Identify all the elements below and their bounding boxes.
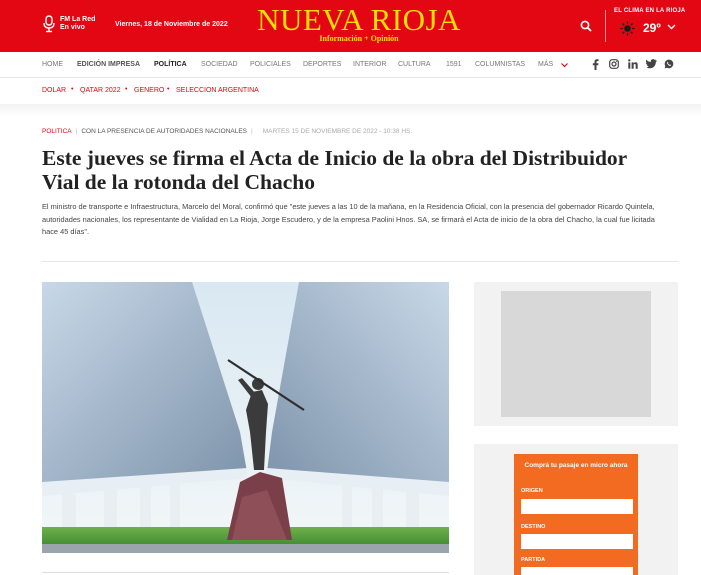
weather-temperature: 29º <box>643 21 661 35</box>
top-bar <box>0 0 701 52</box>
article-category[interactable]: POLITICA <box>42 128 72 135</box>
weather-label: EL CLIMA EN LA RIOJA <box>614 8 686 14</box>
logo-word-rioja: RIOJA <box>370 2 461 37</box>
departure-label: PARTIDA <box>521 557 546 563</box>
tag-link[interactable]: SELECCION ARGENTINA <box>176 87 259 94</box>
origin-label: ORIGEN <box>521 488 543 494</box>
ticket-title: Comprá tu pasaje en micro ahora <box>524 462 628 469</box>
search-button[interactable] <box>580 19 592 37</box>
ad-placeholder[interactable] <box>501 291 651 417</box>
weather-divider <box>605 10 606 42</box>
radio-label <box>60 16 95 32</box>
meta-separator: | <box>251 128 253 135</box>
facebook-icon[interactable] <box>592 59 599 70</box>
nav-item-mas[interactable]: MÁS <box>538 61 554 68</box>
linkedin-icon[interactable] <box>628 59 638 69</box>
nav-item-1591[interactable]: 1591 <box>446 61 462 68</box>
article-summary: El ministro de transporte e Infraestructura, Marcelo del Moral, confirmó que "este jueves a las 10 de la mañana, en la Residencia Oficial, con la presencia del gobernador Ricardo Quintela, autoridades nacionales, los representante de Vialidad en La Rioja, Jorge Escudero, y de la empresa Paolini Hnos. SA, se firmará el Acta de inicio de la obra del Chacho, la cual fue licitada hace 45 días". <box>42 202 655 236</box>
article-subcategory: CON LA PRESENCIA DE AUTORIDADES NACIONALES <box>81 128 248 135</box>
nav-item-home[interactable]: HOME <box>42 61 63 68</box>
nav-item-deportes[interactable]: DEPORTES <box>303 61 342 68</box>
nav-item-interior[interactable]: INTERIOR <box>353 61 387 68</box>
tag-separator: • <box>125 86 128 93</box>
nav-item-columnistas[interactable]: COLUMNISTAS <box>475 61 526 68</box>
nav-item-policiales[interactable]: POLICIALES <box>250 61 291 68</box>
tag-link[interactable]: QATAR 2022 <box>80 87 121 94</box>
ad-slot <box>474 282 678 426</box>
search-icon <box>580 20 592 32</box>
main-nav <box>0 52 701 78</box>
tag-separator: • <box>167 86 170 93</box>
tag-link[interactable]: GENERO <box>134 87 165 94</box>
radio-status: En vivo <box>60 24 85 31</box>
section-shadow <box>0 104 701 116</box>
ticket-form <box>514 454 638 575</box>
divider <box>42 572 449 573</box>
whatsapp-icon[interactable] <box>664 59 674 69</box>
site-logo[interactable] <box>254 4 464 43</box>
tag-link[interactable]: DOLAR <box>42 87 67 94</box>
nav-item-edicion-impresa[interactable]: EDICIÓN IMPRESA <box>77 61 141 68</box>
nav-item-cultura[interactable]: CULTURA <box>398 61 431 68</box>
destination-input[interactable] <box>521 534 633 549</box>
sun-icon <box>620 21 635 36</box>
divider <box>42 261 678 262</box>
chevron-down-icon[interactable] <box>561 63 568 68</box>
radio-live-link[interactable] <box>42 15 95 33</box>
destination-label: DESTINO <box>521 524 546 530</box>
article-photo <box>42 282 449 553</box>
header-date: Viernes, 18 de Noviembre de 2022 <box>115 21 228 28</box>
article-date: MARTES 15 DE NOVIEMBRE DE 2022 - 10:38 HS. <box>262 128 413 135</box>
origin-input[interactable] <box>521 499 633 514</box>
logo-tagline: Información + Opinión <box>319 34 399 43</box>
departure-input[interactable] <box>521 567 633 575</box>
trending-tags <box>0 78 701 104</box>
instagram-icon[interactable] <box>609 59 619 69</box>
logo-word-nueva: NUEVA <box>257 2 363 37</box>
nav-item-sociedad[interactable]: SOCIEDAD <box>201 61 238 68</box>
microphone-icon <box>42 15 56 33</box>
chevron-down-icon[interactable] <box>667 24 676 30</box>
article-title: Este jueves se firma el Acta de Inicio de la obra del Distribuidor Vial de la rotonda del Chacho <box>42 146 627 194</box>
nav-item-politica[interactable]: POLÍTICA <box>154 61 187 68</box>
ticket-widget <box>474 444 678 575</box>
twitter-icon[interactable] <box>646 59 657 69</box>
tag-separator: • <box>71 86 74 93</box>
radio-name: FM La Red <box>60 16 96 23</box>
logo-text <box>254 4 464 36</box>
meta-separator: | <box>75 128 78 135</box>
article-image[interactable] <box>42 282 449 553</box>
article-meta <box>42 128 412 135</box>
